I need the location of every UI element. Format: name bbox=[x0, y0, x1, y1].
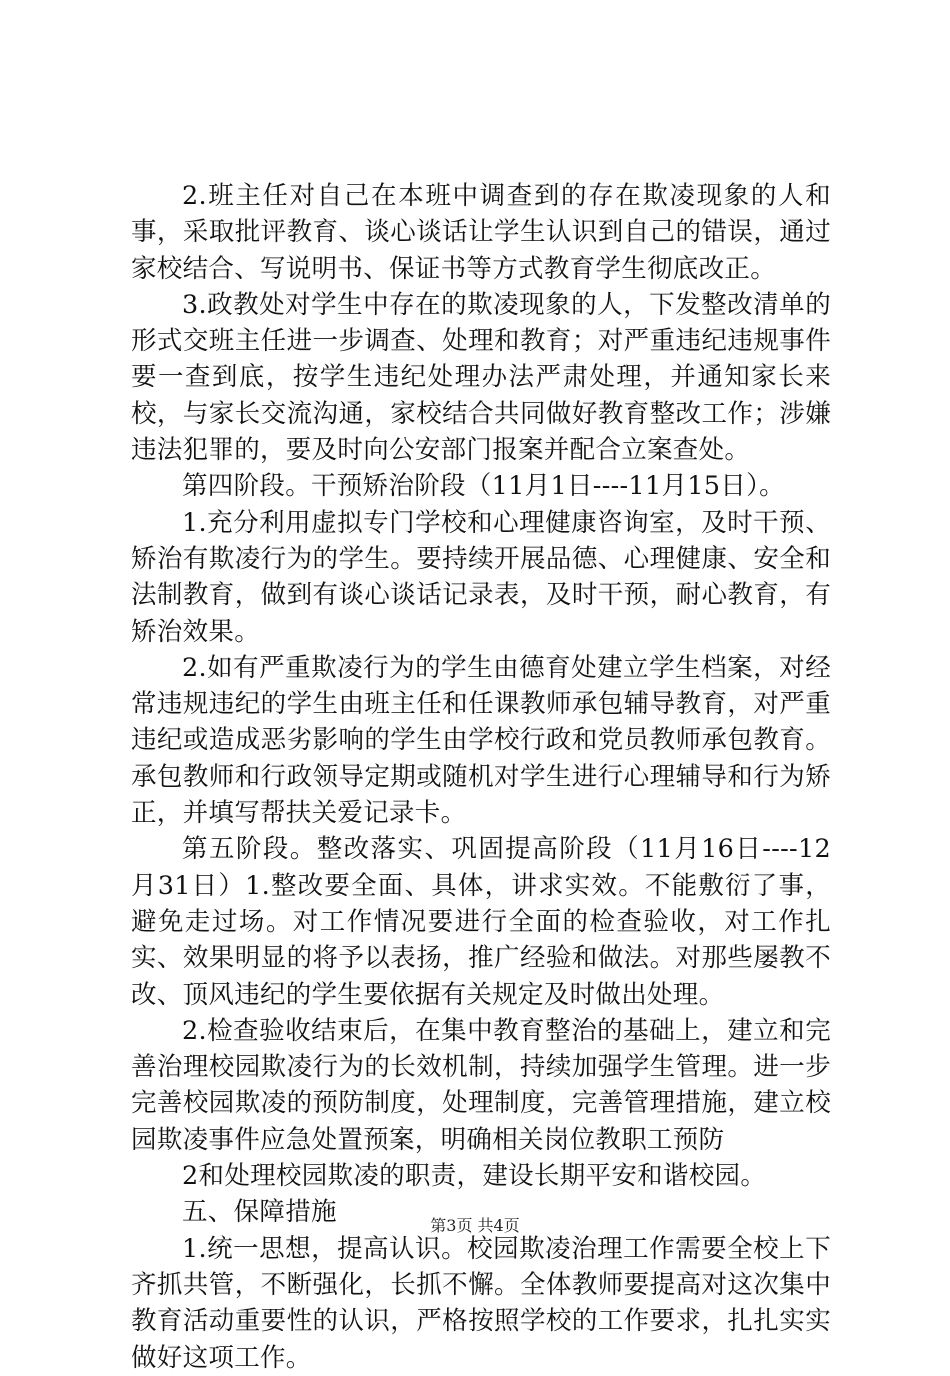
document-body bbox=[131, 178, 831, 1376]
section-heading: 五、保障措施 bbox=[182, 1197, 337, 1228]
paragraph: 1.统一思想，提高认识。校园欺凌治理工作需要全校上下齐抓共管，不断强化，长抓不懈。全体教师要提高对这次集中教育活动重要性的认识，严格按照学校的工作要求，扎扎实实做好这项工作。 bbox=[131, 1233, 831, 1373]
section-heading: 第四阶段。干预矫治阶段（11月1日----11月15日）。 bbox=[182, 471, 785, 502]
paragraph: 2.班主任对自己在本班中调查到的存在欺凌现象的人和事，采取批评教育、谈心谈话让学生认识到自己的错误，通过家校结合、写说明书、保证书等方式教育学生彻底改正。 bbox=[131, 181, 831, 284]
paragraph: 1.充分利用虚拟专门学校和心理健康咨询室，及时干预、矫治有欺凌行为的学生。要持续开展品德、心理健康、安全和法制教育，做到有谈心谈话记录表，及时干预，耐心教育，有矫治效果。 bbox=[131, 507, 831, 647]
paragraph: 3.政教处对学生中存在的欺凌现象的人，下发整改清单的形式交班主任进一步调查、处理和教育；对严重违纪违规事件要一查到底，按学生违纪处理办法严肃处理，并通知家长来校，与家长交流沟通，家校结合共同做好教育整改工作；涉嫌违法犯罪的，要及时向公安部门报案并配合立案查处。 bbox=[131, 289, 831, 466]
paragraph: 2.检查验收结束后，在集中教育整治的基础上，建立和完善治理校园欺凌行为的长效机制，持续加强学生管理。进一步完善校园欺凌的预防制度，处理制度，完善管理措施，建立校园欺凌事件应急处置预案，明确相关岗位教职工预防 bbox=[131, 1015, 831, 1155]
paragraph: 第五阶段。整改落实、巩固提高阶段（11月16日----12月31日）1.整改要全面、具体，讲求实效。不能敷衍了事，避免走过场。对工作情况要进行全面的检查验收，对工作扎实、效果明显的将予以表扬，推广经验和做法。对那些屡教不改、顶风违纪的学生要依据有关规定及时做出处理。 bbox=[131, 834, 831, 1010]
paragraph: 2.如有严重欺凌行为的学生由德育处建立学生档案，对经常违规违纪的学生由班主任和任课教师承包辅导教育，对严重违纪或造成恶劣影响的学生由学校行政和党员教师承包教育。承包教师和行政领导定期或随机对学生进行心理辅导和行为矫正，并填写帮扶关爱记录卡。 bbox=[131, 652, 831, 829]
page-footer: 第3页 共4页 bbox=[430, 1216, 520, 1235]
paragraph: 2和处理校园欺凌的职责，建设长期平安和谐校园。 bbox=[182, 1161, 767, 1192]
